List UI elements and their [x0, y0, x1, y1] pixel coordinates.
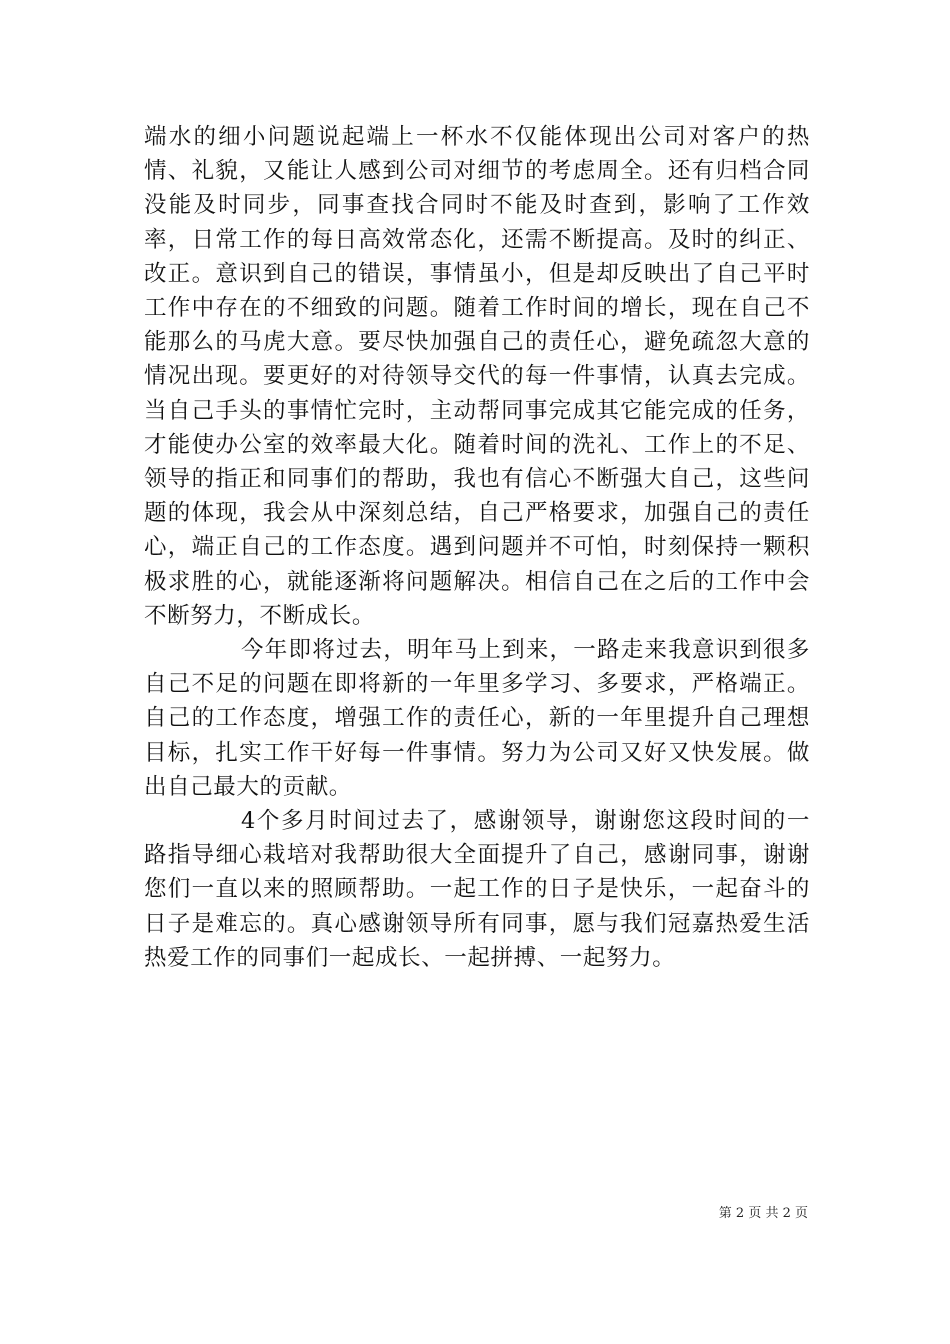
page-number-footer: 第 2 页 共 2 页 [718, 1206, 808, 1221]
paragraph-1: 端水的细小问题说起端上一杯水不仅能体现出公司对客户的热情、礼貌，又能让人感到公司对细节的考虑周全。还有归档合同没能及时同步，同事查找合同时不能及时查到，影响了工作效率，日常工作的每日高效常态化，还需不断提高。及时的纠正、改正。意识到自己的错误，事情虽小，但是却反映出了自己平时工作中存在的不细致的问题。随着工作时间的增长，现在自己不能那么的马虎大意。要尽快加强自己的责任心，避免疏忽大意的情况出现。要更好的对待领导交代的每一件事情，认真去完成。当自己手头的事情忙完时，主动帮同事完成其它能完成的任务，才能使办公室的效率最大化。随着时间的洗礼、工作上的不足、领导的指正和同事们的帮助，我也有信心不断强大自己，这些问题的体现，我会从中深刻总结，自己严格要求，加强自己的责任心，端正自己的工作态度。遇到问题并不可怕，时刻保持一颗积极求胜的心，就能逐渐将问题解决。相信自己在之后的工作中会不断努力，不断成长。 [144, 124, 810, 629]
document-body [144, 120, 810, 975]
paragraph-3: 4个多月时间过去了，感谢领导，谢谢您这段时间的一路指导细心栽培对我帮助很大全面提升了自己，感谢同事，谢谢您们一直以来的照顾帮助。一起工作的日子是快乐，一起奋斗的日子是难忘的。真心感谢领导所有同事，愿与我们冠嘉热爱生活热爱工作的同事们一起成长、一起拼搏、一起努力。 [144, 808, 810, 971]
paragraph-2: 今年即将过去，明年马上到来，一路走来我意识到很多自己不足的问题在即将新的一年里多学习、多要求，严格端正。自己的工作态度，增强工作的责任心，新的一年里提升自己理想目标，扎实工作干好每一件事情。努力为公司又好又快发展。做出自己最大的贡献。 [144, 637, 810, 800]
